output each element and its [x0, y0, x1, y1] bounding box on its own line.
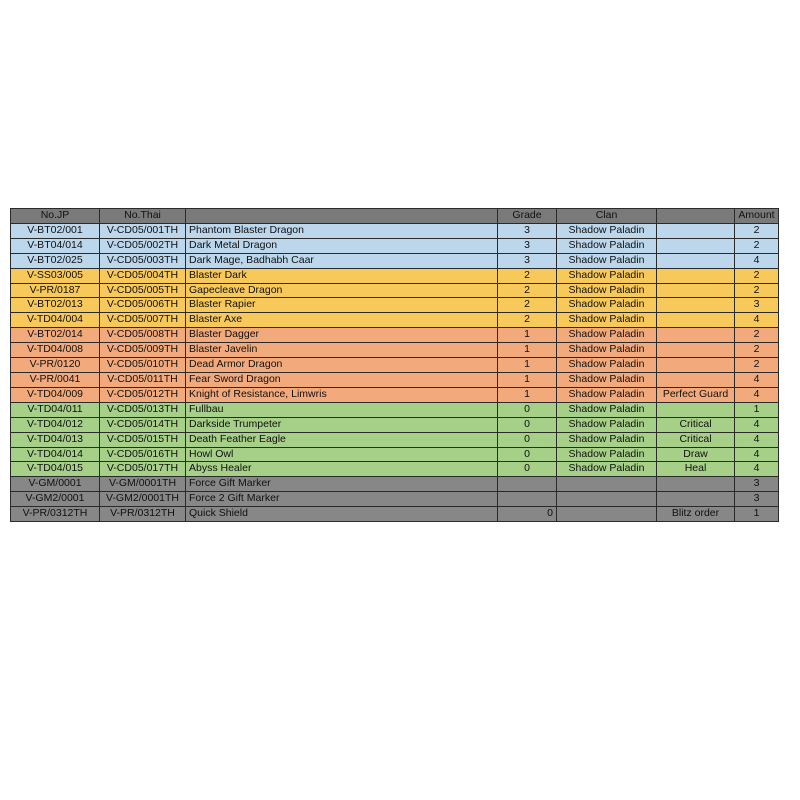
- cell-no-jp: V-BT02/014: [11, 328, 100, 343]
- cell-clan: Shadow Paladin: [557, 372, 657, 387]
- cell-clan: Shadow Paladin: [557, 432, 657, 447]
- table-row: [11, 358, 779, 373]
- cell-clan: [557, 492, 657, 507]
- cell-clan: Shadow Paladin: [557, 238, 657, 253]
- cell-no-jp: V-TD04/015: [11, 462, 100, 477]
- cell-trigger: Critical: [657, 417, 735, 432]
- table-row: [11, 253, 779, 268]
- cell-no-thai: V-GM2/0001TH: [100, 492, 186, 507]
- cell-trigger: [657, 402, 735, 417]
- cell-trigger: [657, 253, 735, 268]
- cell-card-name: Knight of Resistance, Limwris: [186, 387, 498, 402]
- cell-no-jp: V-TD04/013: [11, 432, 100, 447]
- cell-no-jp: V-PR/0312TH: [11, 507, 100, 522]
- table-row: [11, 223, 779, 238]
- cell-grade: 2: [498, 313, 557, 328]
- cell-grade: 3: [498, 223, 557, 238]
- cell-no-thai: V-GM/0001TH: [100, 477, 186, 492]
- cell-grade: 2: [498, 283, 557, 298]
- header-clan: Clan: [557, 209, 657, 224]
- header-no-thai: No.Thai: [100, 209, 186, 224]
- cell-card-name: Force 2 Gift Marker: [186, 492, 498, 507]
- cell-trigger: [657, 298, 735, 313]
- table-row: [11, 313, 779, 328]
- table-row: [11, 507, 779, 522]
- cell-grade: 0: [498, 402, 557, 417]
- cell-amount: 2: [735, 223, 779, 238]
- cell-clan: Shadow Paladin: [557, 328, 657, 343]
- cell-amount: 4: [735, 372, 779, 387]
- table-row: [11, 343, 779, 358]
- cell-no-jp: V-TD04/014: [11, 447, 100, 462]
- cell-grade: 2: [498, 298, 557, 313]
- header-name: [186, 209, 498, 224]
- cell-no-jp: V-TD04/004: [11, 313, 100, 328]
- cell-trigger: Heal: [657, 462, 735, 477]
- cell-grade: 1: [498, 328, 557, 343]
- cell-no-thai: V-CD05/015TH: [100, 432, 186, 447]
- cell-no-jp: V-PR/0120: [11, 358, 100, 373]
- cell-amount: 4: [735, 462, 779, 477]
- cell-grade: 1: [498, 358, 557, 373]
- cell-trigger: [657, 313, 735, 328]
- table-row: [11, 447, 779, 462]
- cell-no-thai: V-CD05/001TH: [100, 223, 186, 238]
- cell-no-thai: V-CD05/011TH: [100, 372, 186, 387]
- cell-trigger: [657, 358, 735, 373]
- header-grade: Grade: [498, 209, 557, 224]
- header-no-jp: No.JP: [11, 209, 100, 224]
- header-row: [11, 209, 779, 224]
- cell-grade: 3: [498, 238, 557, 253]
- table-row: [11, 477, 779, 492]
- table-row: [11, 417, 779, 432]
- cell-clan: Shadow Paladin: [557, 417, 657, 432]
- cell-grade: 1: [498, 387, 557, 402]
- cell-card-name: Force Gift Marker: [186, 477, 498, 492]
- cell-grade: 0: [498, 507, 557, 522]
- cell-no-thai: V-CD05/005TH: [100, 283, 186, 298]
- cell-no-jp: V-TD04/012: [11, 417, 100, 432]
- cell-trigger: [657, 268, 735, 283]
- table-row: [11, 387, 779, 402]
- cell-clan: Shadow Paladin: [557, 387, 657, 402]
- cell-clan: Shadow Paladin: [557, 253, 657, 268]
- cell-grade: 1: [498, 372, 557, 387]
- cell-trigger: Critical: [657, 432, 735, 447]
- cell-trigger: [657, 283, 735, 298]
- cell-card-name: Dark Metal Dragon: [186, 238, 498, 253]
- cell-amount: 4: [735, 387, 779, 402]
- cell-card-name: Quick Shield: [186, 507, 498, 522]
- cell-no-thai: V-CD05/007TH: [100, 313, 186, 328]
- cell-amount: 4: [735, 447, 779, 462]
- cell-grade: 0: [498, 417, 557, 432]
- cell-card-name: Blaster Dark: [186, 268, 498, 283]
- cell-grade: 2: [498, 268, 557, 283]
- cell-no-jp: V-TD04/008: [11, 343, 100, 358]
- deck-list-table: [10, 208, 779, 522]
- table-row: [11, 402, 779, 417]
- cell-trigger: Perfect Guard: [657, 387, 735, 402]
- table-row: [11, 432, 779, 447]
- cell-card-name: Fullbau: [186, 402, 498, 417]
- cell-card-name: Phantom Blaster Dragon: [186, 223, 498, 238]
- cell-no-jp: V-BT02/001: [11, 223, 100, 238]
- cell-amount: 2: [735, 328, 779, 343]
- cell-grade: 0: [498, 447, 557, 462]
- cell-trigger: [657, 223, 735, 238]
- cell-clan: Shadow Paladin: [557, 223, 657, 238]
- table-row: [11, 492, 779, 507]
- cell-no-thai: V-CD05/008TH: [100, 328, 186, 343]
- cell-no-thai: V-CD05/002TH: [100, 238, 186, 253]
- cell-no-thai: V-CD05/016TH: [100, 447, 186, 462]
- cell-amount: 4: [735, 313, 779, 328]
- cell-card-name: Dark Mage, Badhabh Caar: [186, 253, 498, 268]
- header-trigger: [657, 209, 735, 224]
- cell-no-thai: V-CD05/012TH: [100, 387, 186, 402]
- cell-card-name: Gapecleave Dragon: [186, 283, 498, 298]
- cell-trigger: Blitz order: [657, 507, 735, 522]
- cell-amount: 3: [735, 492, 779, 507]
- cell-trigger: [657, 328, 735, 343]
- cell-grade: 0: [498, 432, 557, 447]
- cell-trigger: [657, 477, 735, 492]
- cell-clan: [557, 477, 657, 492]
- table-row: [11, 462, 779, 477]
- cell-amount: 2: [735, 283, 779, 298]
- cell-card-name: Howl Owl: [186, 447, 498, 462]
- cell-amount: 4: [735, 253, 779, 268]
- cell-no-thai: V-CD05/004TH: [100, 268, 186, 283]
- cell-no-thai: V-CD05/006TH: [100, 298, 186, 313]
- cell-trigger: [657, 492, 735, 507]
- cell-card-name: Abyss Healer: [186, 462, 498, 477]
- table-row: [11, 268, 779, 283]
- cell-trigger: Draw: [657, 447, 735, 462]
- header-amount: Amount: [735, 209, 779, 224]
- cell-clan: Shadow Paladin: [557, 283, 657, 298]
- cell-card-name: Blaster Javelin: [186, 343, 498, 358]
- cell-amount: 4: [735, 417, 779, 432]
- cell-clan: Shadow Paladin: [557, 343, 657, 358]
- cell-no-jp: V-PR/0187: [11, 283, 100, 298]
- cell-amount: 1: [735, 402, 779, 417]
- cell-trigger: [657, 238, 735, 253]
- cell-no-thai: V-CD05/014TH: [100, 417, 186, 432]
- cell-amount: 1: [735, 507, 779, 522]
- cell-no-thai: V-PR/0312TH: [100, 507, 186, 522]
- cell-clan: Shadow Paladin: [557, 268, 657, 283]
- cell-clan: Shadow Paladin: [557, 402, 657, 417]
- table-row: [11, 372, 779, 387]
- cell-clan: [557, 507, 657, 522]
- cell-clan: Shadow Paladin: [557, 298, 657, 313]
- cell-grade: [498, 492, 557, 507]
- cell-amount: 3: [735, 477, 779, 492]
- cell-no-jp: V-BT02/025: [11, 253, 100, 268]
- cell-amount: 2: [735, 343, 779, 358]
- cell-no-jp: V-TD04/011: [11, 402, 100, 417]
- cell-amount: 2: [735, 268, 779, 283]
- cell-grade: 3: [498, 253, 557, 268]
- cell-clan: Shadow Paladin: [557, 358, 657, 373]
- table-row: [11, 328, 779, 343]
- cell-no-jp: V-PR/0041: [11, 372, 100, 387]
- cell-clan: Shadow Paladin: [557, 313, 657, 328]
- cell-grade: [498, 477, 557, 492]
- cell-card-name: Darkside Trumpeter: [186, 417, 498, 432]
- cell-trigger: [657, 343, 735, 358]
- cell-no-jp: V-GM/0001: [11, 477, 100, 492]
- cell-grade: 0: [498, 462, 557, 477]
- cell-card-name: Death Feather Eagle: [186, 432, 498, 447]
- cell-card-name: Blaster Dagger: [186, 328, 498, 343]
- table-row: [11, 298, 779, 313]
- cell-no-jp: V-BT02/013: [11, 298, 100, 313]
- cell-no-jp: V-BT04/014: [11, 238, 100, 253]
- cell-card-name: Fear Sword Dragon: [186, 372, 498, 387]
- cell-amount: 2: [735, 358, 779, 373]
- cell-no-thai: V-CD05/003TH: [100, 253, 186, 268]
- cell-amount: 4: [735, 432, 779, 447]
- cell-no-thai: V-CD05/013TH: [100, 402, 186, 417]
- cell-grade: 1: [498, 343, 557, 358]
- cell-amount: 3: [735, 298, 779, 313]
- table-row: [11, 283, 779, 298]
- cell-no-thai: V-CD05/017TH: [100, 462, 186, 477]
- cell-clan: Shadow Paladin: [557, 447, 657, 462]
- cell-clan: Shadow Paladin: [557, 462, 657, 477]
- cell-card-name: Blaster Axe: [186, 313, 498, 328]
- cell-no-thai: V-CD05/010TH: [100, 358, 186, 373]
- cell-no-thai: V-CD05/009TH: [100, 343, 186, 358]
- cell-no-jp: V-SS03/005: [11, 268, 100, 283]
- cell-card-name: Dead Armor Dragon: [186, 358, 498, 373]
- deck-list-body: [11, 223, 779, 521]
- cell-no-jp: V-GM2/0001: [11, 492, 100, 507]
- cell-no-jp: V-TD04/009: [11, 387, 100, 402]
- table-row: [11, 238, 779, 253]
- cell-amount: 2: [735, 238, 779, 253]
- cell-card-name: Blaster Rapier: [186, 298, 498, 313]
- cell-trigger: [657, 372, 735, 387]
